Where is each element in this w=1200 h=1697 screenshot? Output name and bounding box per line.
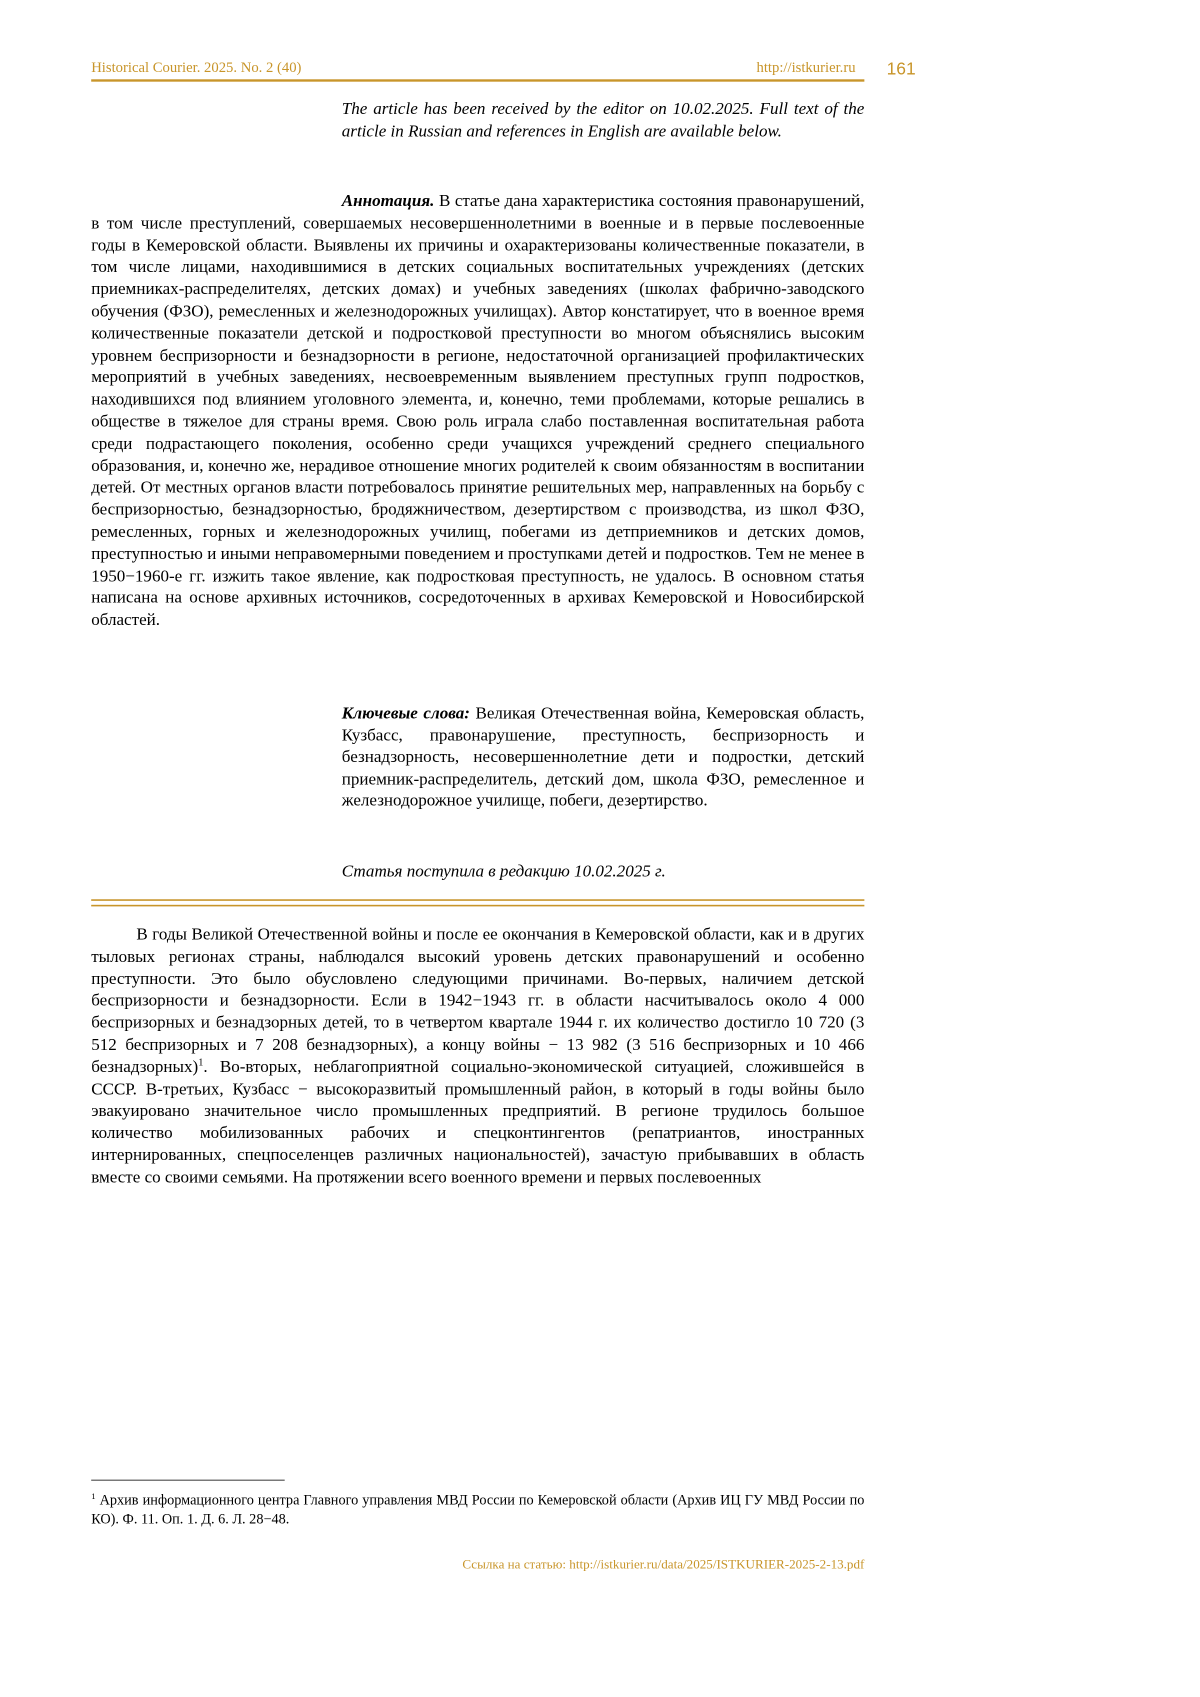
keywords-label: Ключевые слова: xyxy=(341,703,470,723)
footnote xyxy=(91,1487,864,1528)
journal-title: Historical Courier. 2025. No. 2 (40) xyxy=(91,60,302,77)
section-divider-top xyxy=(91,899,864,901)
journal-url[interactable]: http://istkurier.ru xyxy=(756,60,856,77)
received-notice-en: The article has been received by the editor on 10.02.2025. Full text of the article in Russian and references in English are available below. xyxy=(341,99,865,140)
keywords-text: Великая Отечественная война, Кемеровская область, Кузбасс, правонарушение, преступность, беспризорность и безнадзорность, несовершеннолетние дети и подростки, детский приемник-распределитель, детский дом, школа ФЗО, ремесленное и железнодорожное училище, побеги, дезертирство. xyxy=(341,703,865,810)
body-paragraph xyxy=(91,924,864,1189)
abstract-text: В статье дана характеристика состояния правонарушений, в том числе преступлений, совершаемых несовершеннолетними в военные и в первые послевоенные годы в Кемеровской области. Выявлены их причины и охарактеризованы количественные показатели, в том числе лицами, находившимися в детских социальных воспитательных учреждениях (детских приемниках-распределителях, детских домах) и учебных заведениях (школах фабрично-заводского обучения (ФЗО), ремесленных и железнодорожных училищах). Автор констатирует, что в военное время количественные показатели детской и подростковой преступности во многом объяснялись высоким уровнем беспризорности и безнадзорности в регионе, недостаточной организацией профилактических мероприятий в учебных заведениях, несвоевременным выявлением преступных групп подростков, находившихся под влиянием уголовного элемента, и, конечно, теми проблемами, которые решались в обществе в тяжелое для страны время. Свою роль играла слабо поставленная воспитательная работа среди подрастающего поколения, особенно среди учащихся учреждений среднего специального образования, и, конечно же, нерадивое отношение многих родителей к своим обязанностям в воспитании детей. От местных органов власти потребовалось принятие решительных мер, направленных на борьбу с беспризорностью, безнадзорностью, бродяжничеством, дезертирством с производства, из школ ФЗО, ремесленных, горных и железнодорожных училищ, побегами из детприемников и детских домов, преступностью и иными неправомерными поведением и проступками детей и подростков. Тем не менее в 1950−1960-е гг. изжить такое явление, как подростковая преступность, не удалось. В основном статья написана на основе архивных источников, сосредоточенных в архивах Кемеровской и Новосибирской областей. xyxy=(91,191,865,629)
abstract xyxy=(91,190,864,631)
body-text-part1: В годы Великой Отечественной войны и после ее окончания в Кемеровской области, как и в других тыловых регионах страны, наблюдался высокий уровень детских правонарушений и особенно преступности. Это было обусловлено следующими причинами. Во-первых, наличием детской беспризорности и безнадзорности. Если в 1942−1943 гг. в области насчитывалось около 4 000 беспризорных и безнадзорных детей, то в четвертом квартале 1944 г. их количество достигло 10 720 (3 512 беспризорных и 7 208 безнадзорных), а концу войны − 13 982 (3 516 беспризорных и 10 466 безнадзорных) xyxy=(91,924,865,1076)
keywords xyxy=(342,703,865,812)
header-divider xyxy=(91,79,864,81)
section-divider-bottom xyxy=(91,905,864,907)
page-number: 161 xyxy=(886,58,916,79)
abstract-label: Аннотация. xyxy=(341,191,435,211)
footnote-reference[interactable]: 1 xyxy=(198,1055,204,1068)
body-text-part2: . Во-вторых, неблагоприятной социально-экономической ситуацией, сложившейся в СССР. В-третьих, Кузбасс − высокоразвитый промышленный район, в который в годы войны было эвакуировано значительное число промышленных предприятий. В регионе трудилось большое количество мобилизованных рабочих и спецконтингентов (репатриантов, иностранных интернированных, спецпоселенцев различных национальностей), зачастую прибывавших в область вместе со своими семьями. На протяжении всего военного времени и первых послевоенных xyxy=(91,1056,865,1187)
footnote-text: Архив информационного центра Главного управления МВД России по Кемеровской области (Архив ИЦ ГУ МВД России по КО). Ф. 11. Оп. 1. Д. 6. Л. 28−48. xyxy=(91,1491,865,1527)
received-notice-ru: Статья поступила в редакцию 10.02.2025 г. xyxy=(341,861,666,881)
footnote-divider xyxy=(91,1480,284,1481)
article-link[interactable]: Ссылка на статью: http://istkurier.ru/data/2025/ISTKURIER-2025-2-13.pdf xyxy=(462,1556,865,1572)
footnote-number: 1 xyxy=(91,1491,96,1502)
